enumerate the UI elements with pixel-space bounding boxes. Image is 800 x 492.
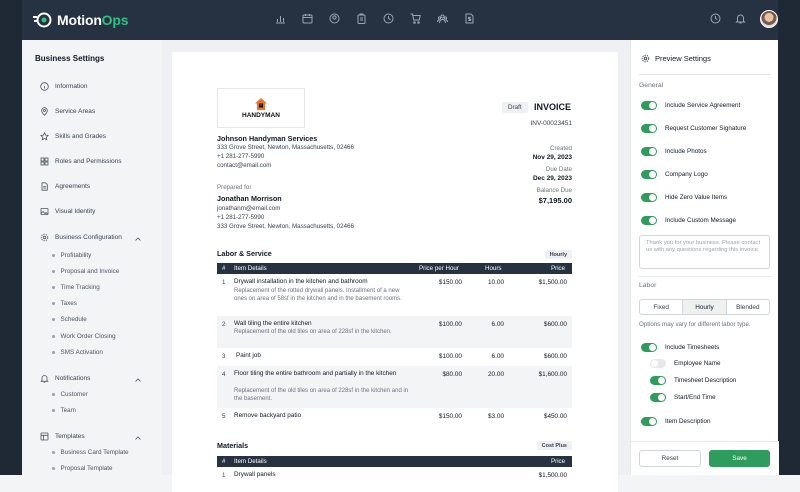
sidebar-item-label: Visual Identity [55, 208, 96, 215]
custom-message-input[interactable]: Thank you for your business. Please contact us with any questions regarding this invoice. [639, 235, 770, 269]
customer-address: 333 Grove Street, Newton, Massachusetts, 02466 [217, 223, 354, 230]
chevron-up-icon[interactable] [134, 434, 142, 442]
created-label: Created [549, 145, 572, 152]
invoice-preview-area[interactable] [162, 40, 630, 479]
row-hours: 10.00 [488, 279, 504, 286]
labor-type-note: Options may vary for different labor type. [639, 321, 751, 328]
toggle-label: Company Logo [665, 171, 708, 178]
toggle-label: Timesheet Description [674, 377, 737, 384]
chart-icon[interactable] [274, 12, 287, 25]
toggle-timesheet-description[interactable] [650, 376, 736, 385]
calendar-icon[interactable] [301, 12, 314, 25]
row-hours: 6.00 [491, 353, 504, 360]
sidebar-item-visual-identity[interactable] [40, 207, 95, 216]
toggle-label: Employee Name [674, 360, 721, 367]
user-avatar[interactable] [760, 10, 778, 28]
row-price: $600.00 [543, 353, 567, 360]
gear-icon [641, 54, 650, 63]
save-button[interactable]: Save [709, 450, 770, 467]
row-hours: 6.00 [491, 321, 504, 328]
toggle-switch[interactable] [650, 393, 666, 402]
toggle-switch[interactable] [641, 193, 657, 202]
row-num: 4 [222, 371, 226, 378]
invoice-title: INVOICE [534, 102, 572, 112]
house-icon [254, 97, 268, 111]
toggle-switch[interactable] [641, 216, 657, 225]
sidebar-subitem-sms[interactable]: SMS Activation [52, 349, 103, 356]
map-pin-icon [40, 107, 49, 116]
sidebar-item-roles[interactable] [40, 157, 121, 166]
sidebar-item-label: Service Areas [55, 108, 96, 115]
materials-table-header [217, 456, 572, 467]
toggle-switch[interactable] [641, 147, 657, 156]
toggle-label: Include Custom Message [665, 217, 737, 224]
toggle-label: Hide Zero Value Items [665, 194, 728, 201]
toggle-label: Include Timesheets [665, 344, 720, 351]
table-row[interactable] [217, 316, 572, 348]
toggle-label: Request Customer Signature [665, 125, 747, 132]
team-icon[interactable] [436, 12, 449, 25]
row-rate: $100.00 [438, 321, 462, 328]
sidebar-item-business-config[interactable] [40, 233, 122, 242]
panel-title: Preview Settings [655, 54, 711, 63]
template-icon [40, 432, 49, 441]
due-label: Due Date [545, 166, 572, 173]
created-date: Nov 29, 2023 [532, 154, 572, 161]
header-actions [710, 10, 778, 28]
balance-due: $7,195.00 [538, 196, 572, 205]
row-num: 2 [222, 321, 226, 328]
info-icon [40, 82, 49, 91]
row-num: 3 [222, 353, 226, 360]
company-email: contact@email.com [217, 162, 272, 169]
main-nav [274, 12, 476, 25]
sidebar-subitem-business-card[interactable]: Business Card Template [52, 449, 129, 456]
chevron-up-icon[interactable] [134, 376, 142, 384]
balance-label: Balance Due [536, 187, 572, 194]
chevron-up-icon[interactable] [134, 235, 142, 243]
col-num: # [222, 265, 226, 272]
company-name: Johnson Handyman Services [217, 134, 318, 143]
sidebar-title: Business Settings [35, 54, 105, 63]
row-price: $1,500.00 [538, 472, 567, 479]
sidebar-item-label: Agreements [55, 183, 91, 190]
sidebar-item-templates[interactable] [40, 432, 85, 441]
row-price: $600.00 [543, 321, 567, 328]
row-rate: $150.00 [438, 413, 462, 420]
toggle-switch[interactable] [641, 417, 657, 426]
toggle-company-logo[interactable] [641, 170, 708, 179]
row-rate: $100.00 [438, 353, 462, 360]
logo-text-motion: Motion [57, 12, 102, 28]
toggle-switch[interactable] [641, 170, 657, 179]
materials-section-title: Materials [217, 441, 249, 450]
panel-footer [631, 441, 779, 475]
toggle-label: Include Photos [665, 148, 707, 155]
row-num: 5 [222, 413, 226, 420]
sidebar-item-label: Templates [55, 433, 85, 440]
right-margin [778, 0, 800, 475]
row-name: Wall tiling the entire kitchen [234, 320, 312, 327]
table-row[interactable] [217, 366, 572, 408]
col-rate: Price per Hour [419, 265, 459, 272]
customer-email: jonathanm@email.com [217, 205, 281, 212]
toggle-employee-name[interactable] [650, 359, 721, 368]
sidebar-item-label: Roles and Permissions [55, 158, 122, 165]
general-section-label: General [639, 82, 664, 89]
divider [639, 74, 771, 75]
row-hours: $3.00 [488, 413, 504, 420]
toggle-include-photos[interactable] [641, 147, 707, 156]
labor-type-selector [639, 299, 770, 315]
sidebar-item-label: Business Configuration [55, 234, 122, 241]
cart-icon[interactable] [409, 12, 422, 25]
sidebar-item-label: Notifications [55, 375, 91, 382]
col-item: Item Details [234, 458, 267, 465]
bell-icon[interactable] [735, 13, 746, 26]
panel-header [641, 54, 711, 63]
reset-button[interactable]: Reset [639, 450, 701, 467]
preview-settings-panel [630, 40, 778, 475]
row-name: Floor tiling the entire bathroom and partially in the kitchen [234, 370, 397, 377]
table-row[interactable] [217, 274, 572, 316]
users-icon [40, 157, 49, 166]
table-row[interactable] [217, 348, 572, 366]
image-icon [40, 207, 49, 216]
document-icon [40, 182, 49, 191]
labor-section-label: Labor [639, 282, 657, 289]
sidebar-item-service-areas[interactable] [40, 107, 95, 116]
logo-wordmark: HANDYMAN [242, 112, 280, 119]
labor-option-hourly[interactable]: Hourly [682, 300, 726, 314]
sidebar-subitem-team[interactable]: Team [52, 407, 76, 414]
toggle-switch[interactable] [650, 376, 666, 385]
due-date: Dec 29, 2023 [532, 175, 572, 182]
toggle-switch[interactable] [641, 124, 657, 133]
row-rate: $80.00 [442, 371, 462, 378]
company-logo [217, 88, 305, 128]
col-price: Price [551, 458, 566, 465]
toggle-service-agreement[interactable] [641, 101, 740, 110]
row-rate: $150.00 [438, 279, 462, 286]
toggle-customer-signature[interactable] [641, 124, 746, 133]
file-dollar-icon[interactable] [463, 12, 476, 25]
col-price: Price [551, 265, 566, 272]
toggle-switch[interactable] [641, 343, 657, 352]
sidebar-item-agreements[interactable] [40, 182, 90, 191]
table-row[interactable] [217, 467, 572, 485]
table-row[interactable] [217, 408, 572, 426]
sidebar-subitem-proposal-template[interactable]: Proposal Template [52, 465, 113, 472]
left-margin [0, 0, 22, 475]
history-icon[interactable] [710, 13, 721, 26]
materials-type-pill: Cost Plus [537, 441, 572, 450]
sidebar-subitem-work-order-closing[interactable]: Work Order Closing [52, 333, 116, 340]
sidebar-subitem-proposal-invoice[interactable]: Proposal and Invoice [52, 268, 119, 275]
labor-option-fixed[interactable]: Fixed [653, 303, 669, 311]
clock-icon[interactable] [382, 12, 395, 25]
sidebar-subitem-customer[interactable]: Customer [52, 391, 88, 398]
sidebar-item-information[interactable] [40, 82, 88, 91]
toggle-label: Include Service Agreement [665, 102, 741, 109]
logo-text [57, 12, 128, 28]
row-name: Drywall installation in the kitchen and bathroom [234, 278, 368, 285]
sidebar-item-notifications[interactable] [40, 374, 90, 383]
row-desc: Replacement of the rotted drywall panels. Installment of a new ones on area of 58sf in the kitchen and in the basement rooms. [234, 288, 402, 302]
toggle-switch[interactable] [641, 101, 657, 110]
user-circle-icon[interactable] [328, 12, 341, 25]
company-address: 333 Grove Street, Newton, Massachusetts, 02466 [217, 144, 354, 151]
labor-type-pill: Hourly [545, 250, 572, 259]
sidebar-item-skills[interactable] [40, 132, 106, 141]
row-hours: 20.00 [488, 371, 504, 378]
sidebar-subitem-profitability[interactable]: Profitability [52, 252, 91, 259]
toggle-hide-zero[interactable] [641, 193, 727, 202]
col-num: # [222, 458, 226, 465]
row-price: $1,600.00 [538, 371, 567, 378]
sidebar-subitem-schedule[interactable]: Schedule [52, 316, 87, 323]
company-phone: +1 281-277-5990 [217, 153, 265, 160]
row-name: Drywall panels [234, 471, 276, 478]
star-icon [40, 132, 49, 141]
row-price: $450.00 [543, 413, 567, 420]
gear-icon [40, 233, 49, 242]
toggle-label: Start/End Time [674, 394, 716, 401]
labor-table-header [217, 263, 572, 274]
status-badge: Draft [502, 102, 528, 113]
settings-sidebar [22, 40, 162, 475]
customer-phone: +1 281-277-5990 [217, 214, 265, 221]
col-hours: Hours [485, 265, 502, 272]
row-name: Paint job [236, 352, 261, 359]
divider [639, 276, 771, 277]
invoice-document [172, 52, 618, 492]
invoice-number: INV-00023451 [530, 120, 572, 127]
sidebar-item-label: Skills and Grades [55, 133, 106, 140]
sidebar-item-label: Information [55, 83, 88, 90]
labor-section-title: Labor & Service [217, 249, 272, 258]
clipboard-icon[interactable] [355, 12, 368, 25]
row-name: Remove backyard patio [234, 412, 302, 419]
sidebar-subitem-time-tracking[interactable]: Time Tracking [52, 284, 100, 291]
sidebar-subitem-taxes[interactable]: Taxes [52, 300, 77, 307]
toggle-label: Item Description [665, 418, 711, 425]
row-desc: Replacement of the old tiles on area of 228sf in the kitchen and in the basement. [234, 388, 409, 402]
prepared-for-label: Prepared for [217, 184, 252, 191]
row-desc: Replacement of the old tiles on area of 228sf in the kitchen. [234, 329, 392, 335]
customer-name: Jonathan Morrison [217, 194, 282, 203]
row-num: 1 [222, 472, 226, 479]
app-logo[interactable] [33, 11, 128, 29]
col-item: Item Details [234, 265, 267, 272]
toggle-include-timesheets[interactable] [641, 343, 719, 352]
toggle-custom-message[interactable] [641, 216, 736, 225]
toggle-switch[interactable] [650, 359, 666, 368]
row-price: $1,500.00 [538, 279, 567, 286]
labor-option-blended[interactable]: Blended [736, 303, 760, 311]
logo-text-ops: Ops [101, 12, 129, 28]
row-num: 1 [222, 279, 226, 286]
bell-icon [40, 374, 49, 383]
toggle-item-description[interactable] [641, 417, 711, 426]
toggle-start-end-time[interactable] [650, 393, 716, 402]
motionops-logo-icon [33, 11, 53, 29]
